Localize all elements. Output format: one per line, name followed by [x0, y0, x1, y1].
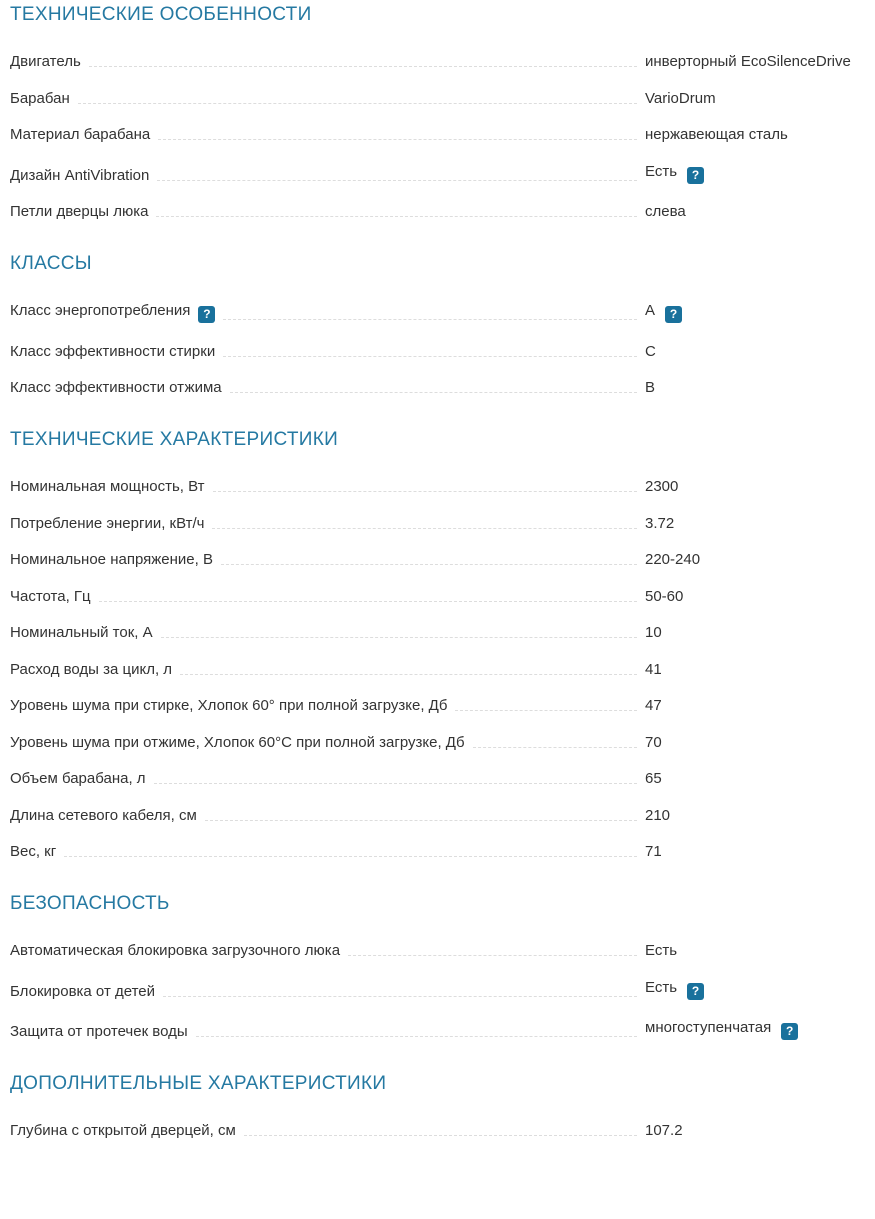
spec-row: [10, 808, 865, 824]
spec-value-text: Есть: [645, 942, 678, 959]
spec-row: [10, 735, 865, 751]
spec-row: [10, 164, 865, 184]
spec-label: Номинальное напряжение, В: [10, 551, 213, 568]
spec-row: [10, 589, 865, 605]
dotted-leader: [223, 356, 637, 357]
spec-row: [10, 844, 865, 860]
spec-value: [645, 54, 865, 70]
spec-row: [10, 344, 865, 360]
spec-value: [645, 127, 865, 143]
spec-section: [10, 4, 865, 220]
spec-row: [10, 479, 865, 495]
spec-value: [645, 1123, 865, 1139]
dotted-leader: [196, 1036, 637, 1037]
dotted-leader: [157, 180, 637, 181]
spec-value: [645, 662, 865, 678]
spec-value-text: 65: [645, 770, 662, 787]
spec-row: [10, 771, 865, 787]
help-icon[interactable]: ?: [687, 983, 704, 1000]
spec-section: [10, 253, 865, 396]
spec-value: [645, 735, 865, 751]
spec-row: [10, 204, 865, 220]
spec-value-text: 70: [645, 733, 662, 751]
spec-label: Материал барабана: [10, 126, 151, 143]
dotted-leader: [205, 820, 637, 821]
dotted-leader: [455, 710, 637, 711]
spec-row: [10, 625, 865, 641]
section-title: ТЕХНИЧЕСКИЕ ОСОБЕННОСТИ: [10, 4, 312, 25]
dotted-leader: [473, 747, 637, 748]
spec-value-text: B: [645, 379, 656, 396]
spec-label: Потребление энергии, кВт/ч: [10, 514, 205, 532]
spec-row: [10, 91, 865, 107]
spec-value: [645, 943, 865, 959]
spec-section: [10, 429, 865, 860]
spec-label: Петли дверцы люка: [10, 203, 149, 220]
section-title: БЕЗОПАСНОСТЬ: [10, 893, 170, 914]
spec-value-text: Есть: [645, 162, 678, 180]
spec-value: [645, 344, 865, 360]
spec-value-text: 2300: [645, 478, 679, 495]
spec-label: Номинальный ток, А: [10, 624, 153, 641]
spec-row: [10, 127, 865, 143]
spec-label: Уровень шума при отжиме, Хлопок 60°С при полной загрузке, Дб: [10, 733, 465, 751]
spec-row: [10, 552, 865, 568]
spec-row: [10, 516, 865, 532]
spec-label: Автоматическая блокировка загрузочного люка: [10, 942, 341, 959]
spec-value-text: Есть: [645, 978, 678, 996]
dotted-leader: [180, 674, 637, 675]
spec-value-text: 41: [645, 660, 662, 678]
spec-label: Объем барабана, л: [10, 770, 146, 787]
dotted-leader: [223, 319, 637, 320]
spec-value-text: C: [645, 342, 656, 360]
spec-row: [10, 980, 865, 1000]
dotted-leader: [161, 637, 637, 638]
section-title: ТЕХНИЧЕСКИЕ ХАРАКТЕРИСТИКИ: [10, 429, 339, 450]
spec-value-text: A: [645, 302, 656, 319]
spec-value: [645, 1020, 865, 1040]
section-title: КЛАССЫ: [10, 253, 92, 274]
dotted-leader: [244, 1135, 637, 1136]
dotted-leader: [154, 783, 637, 784]
help-icon[interactable]: ?: [687, 167, 704, 184]
spec-label: Класс энергопотребления ?: [10, 303, 215, 323]
spec-value-text: 71: [645, 843, 662, 860]
spec-row: [10, 662, 865, 678]
dotted-leader: [230, 392, 637, 393]
spec-value: [645, 380, 865, 396]
spec-value: [645, 479, 865, 495]
spec-label: Уровень шума при стирке, Хлопок 60° при полной загрузке, Дб: [10, 697, 448, 714]
spec-label: Частота, Гц: [10, 587, 91, 605]
spec-label: Глубина с открытой дверцей, см: [10, 1122, 236, 1139]
spec-label: Вес, кг: [10, 843, 57, 860]
spec-value: [645, 625, 865, 641]
spec-value: [645, 844, 865, 860]
spec-section: [10, 1073, 865, 1139]
spec-value: [645, 516, 865, 532]
spec-value-text: многоступенчатая: [645, 1019, 772, 1036]
spec-label: Класс эффективности стирки: [10, 342, 216, 360]
spec-value: [645, 589, 865, 605]
spec-label: Расход воды за цикл, л: [10, 660, 173, 678]
dotted-leader: [64, 856, 637, 857]
spec-value-text: VarioDrum: [645, 89, 716, 107]
spec-value-text: 10: [645, 624, 662, 641]
spec-sections: [10, 4, 865, 1139]
spec-row: [10, 54, 865, 70]
spec-value: [645, 164, 865, 184]
spec-value: [645, 303, 865, 323]
spec-row: [10, 698, 865, 714]
spec-value: [645, 980, 865, 1000]
spec-value-text: 220-240: [645, 551, 701, 568]
spec-row: [10, 380, 865, 396]
spec-value-text: 107.2: [645, 1122, 683, 1139]
spec-value-text: 50-60: [645, 587, 684, 605]
spec-label: Двигатель: [10, 53, 81, 70]
dotted-leader: [89, 66, 637, 67]
spec-label: Номинальная мощность, Вт: [10, 478, 205, 495]
dotted-leader: [221, 564, 637, 565]
spec-label: Дизайн AntiVibration: [10, 166, 150, 184]
spec-value-text: 47: [645, 697, 662, 714]
help-icon[interactable]: ?: [665, 306, 682, 323]
spec-label: Защита от протечек воды: [10, 1023, 188, 1040]
spec-value: [645, 771, 865, 787]
spec-value: [645, 204, 865, 220]
spec-row: [10, 303, 865, 323]
spec-value: [645, 552, 865, 568]
dotted-leader: [348, 955, 637, 956]
dotted-leader: [212, 528, 637, 529]
section-title: ДОПОЛНИТЕЛЬНЫЕ ХАРАКТЕРИСТИКИ: [10, 1073, 387, 1094]
dotted-leader: [213, 491, 638, 492]
dotted-leader: [163, 996, 637, 997]
spec-value: [645, 91, 865, 107]
spec-label: Барабан: [10, 89, 70, 107]
dotted-leader: [78, 103, 637, 104]
spec-label: Класс эффективности отжима: [10, 379, 222, 396]
spec-value: [645, 808, 865, 824]
spec-value-text: инверторный EcoSilenceDrive: [645, 53, 851, 70]
spec-row: [10, 1123, 865, 1139]
dotted-leader: [99, 601, 637, 602]
spec-row: [10, 1020, 865, 1040]
spec-value-text: 210: [645, 806, 671, 824]
spec-section: [10, 893, 865, 1040]
spec-value-text: нержавеющая сталь: [645, 126, 788, 143]
spec-value-text: слева: [645, 203, 686, 220]
dotted-leader: [158, 139, 637, 140]
spec-label: Длина сетевого кабеля, см: [10, 806, 197, 824]
dotted-leader: [156, 216, 637, 217]
spec-row: [10, 943, 865, 959]
spec-value-text: 3.72: [645, 514, 675, 532]
spec-label: Блокировка от детей: [10, 982, 156, 1000]
help-icon[interactable]: ?: [198, 306, 215, 323]
help-icon[interactable]: ?: [781, 1023, 798, 1040]
spec-value: [645, 698, 865, 714]
